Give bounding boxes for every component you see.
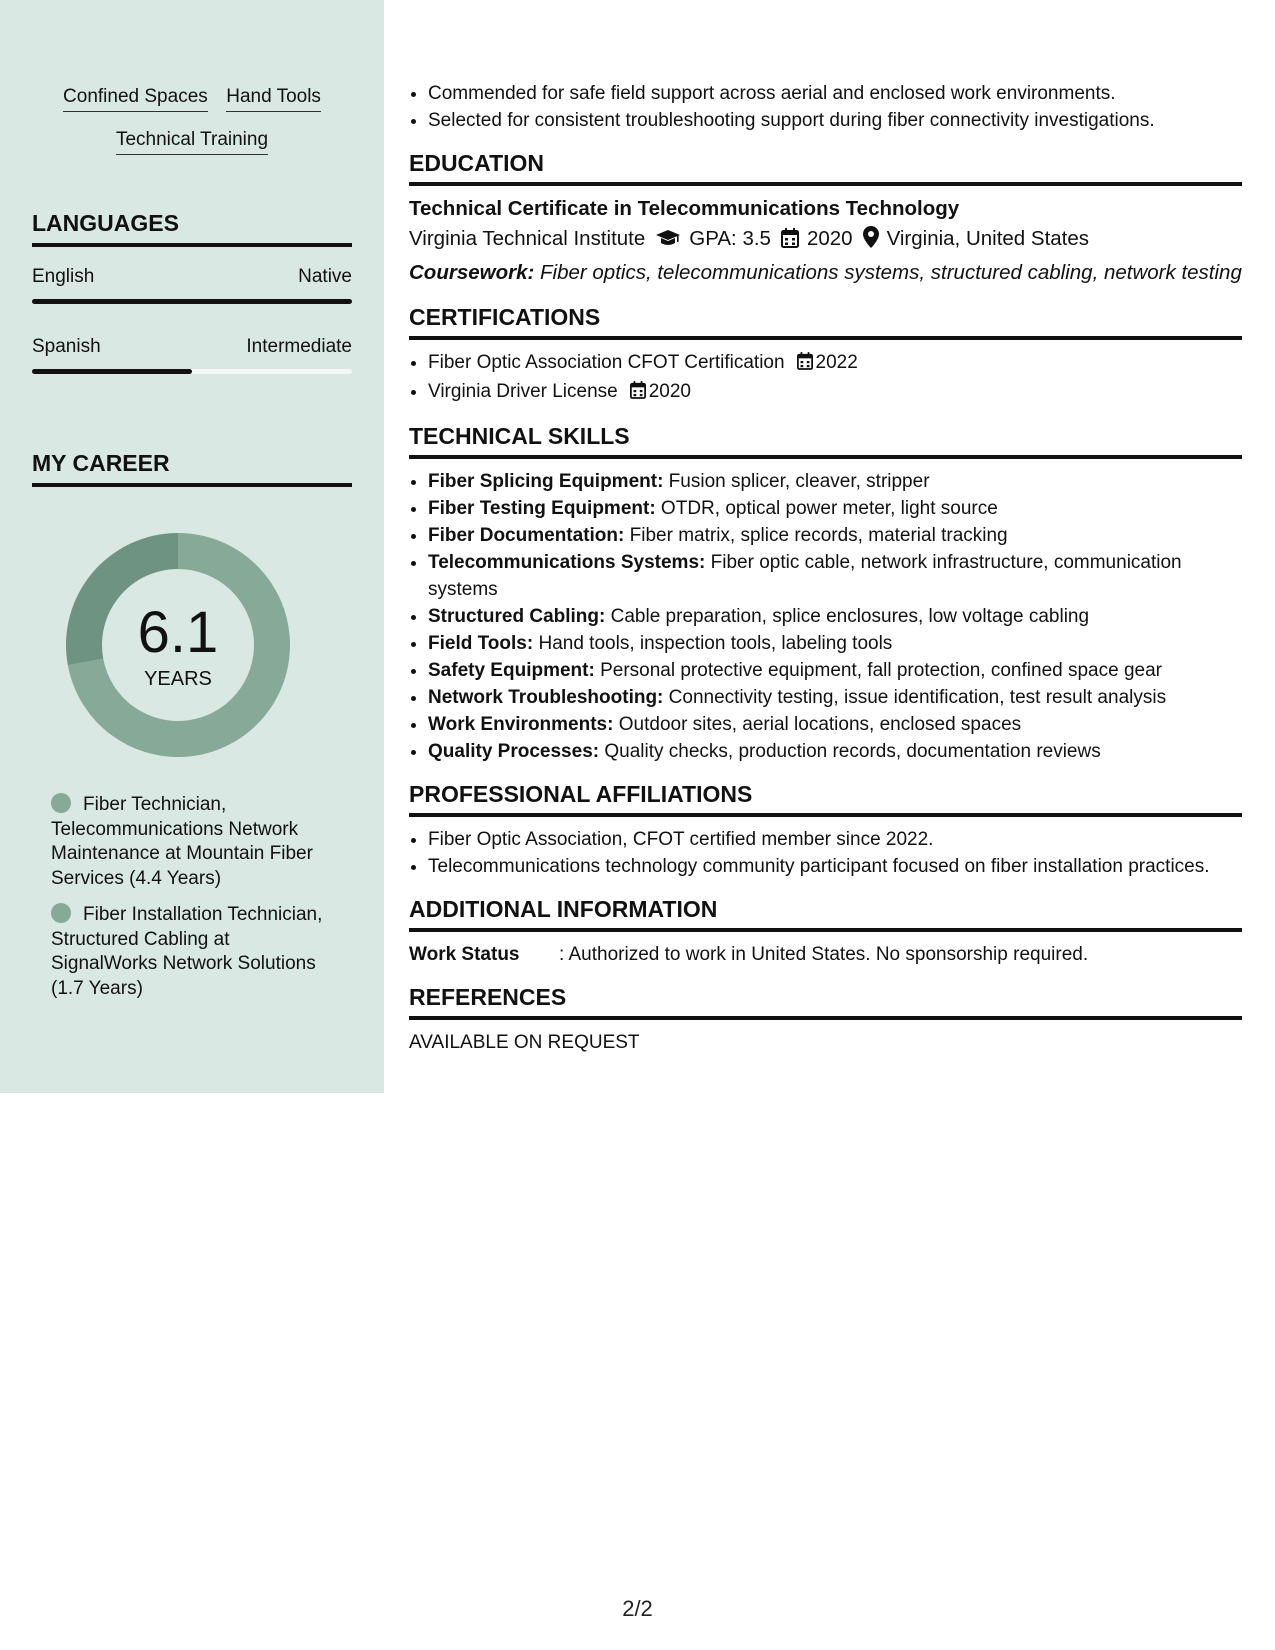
work-status-row — [409, 941, 1242, 968]
calendar-icon — [630, 380, 646, 407]
coursework — [409, 257, 1242, 288]
skill-value: Quality checks, production records, documentation reviews — [599, 741, 1101, 762]
skill-label: Field Tools: — [428, 633, 534, 654]
skill-label: Work Environments: — [428, 714, 614, 735]
education-section — [409, 150, 1242, 288]
skill-value: Fiber optic cable, network infrastructure, communication systems — [428, 552, 1182, 600]
list-item — [428, 684, 1242, 711]
career-item — [51, 793, 341, 891]
degree-title: Technical Certificate in Telecommunications Technology — [409, 197, 960, 220]
skill-label: Fiber Documentation: — [428, 525, 625, 546]
certification-year: 2020 — [648, 381, 692, 402]
tag-row — [0, 86, 384, 112]
certifications-section — [409, 304, 1242, 407]
section-heading: PROFESSIONAL AFFILIATIONS — [409, 781, 1242, 817]
skill-value: Hand tools, inspection tools, labeling tools — [533, 633, 893, 654]
list-item — [428, 468, 1242, 495]
career-total-unit: YEARS — [144, 668, 212, 690]
skill-label: Network Troubleshooting: — [428, 687, 664, 708]
section-heading: EDUCATION — [409, 150, 1242, 186]
language-level: Intermediate — [246, 336, 352, 357]
skill-value: Fusion splicer, cleaver, stripper — [663, 471, 930, 492]
list-item: • Commended for safe field support across aerial and enclosed work environments. — [428, 80, 1242, 107]
list-item: • Selected for consistent troubleshooting support during fiber connectivity investigations. — [428, 107, 1242, 134]
career-item-text: Fiber Installation Technician, Structured Cabling at SignalWorks Network Solutions (1.7 Years) — [51, 904, 323, 999]
skill-value: Cable preparation, splice enclosures, low voltage cabling — [605, 606, 1090, 627]
skill-tag: Hand Tools — [226, 86, 321, 112]
skill-label: Safety Equipment: — [428, 660, 595, 681]
languages-heading: LANGUAGES — [32, 210, 352, 247]
career-total-value: 6.1 — [137, 600, 219, 665]
career-donut-chart — [63, 530, 293, 760]
skills-list — [409, 468, 1242, 765]
certification-year: 2022 — [815, 352, 858, 373]
intro-bullets — [409, 80, 1242, 134]
school-location: Virginia, United States — [886, 227, 1090, 250]
calendar-icon — [797, 351, 813, 378]
list-item — [428, 378, 1242, 407]
skill-tag: Confined Spaces — [63, 86, 208, 112]
skill-label: Telecommunications Systems: — [428, 552, 706, 573]
skill-value: Outdoor sites, aerial locations, enclosed spaces — [613, 714, 1022, 735]
career-list — [51, 793, 341, 1013]
list-item — [428, 522, 1242, 549]
sidebar — [0, 0, 384, 1093]
list-item — [428, 349, 1242, 378]
language-name: Spanish — [32, 336, 101, 357]
affiliations-section — [409, 781, 1242, 880]
list-item — [428, 603, 1242, 630]
location-pin-icon — [863, 226, 879, 257]
skill-label: Fiber Splicing Equipment: — [428, 471, 664, 492]
section-heading: TECHNICAL SKILLS — [409, 423, 1242, 459]
gpa: GPA: 3.5 — [689, 227, 771, 250]
list-item — [428, 738, 1242, 765]
skill-tags — [0, 86, 384, 172]
affiliations-list — [409, 826, 1242, 880]
skill-label: Quality Processes: — [428, 741, 600, 762]
language-bar — [32, 369, 352, 374]
work-status-label: Work Status — [409, 944, 520, 965]
career-dot-icon — [51, 793, 71, 813]
school-name: Virginia Technical Institute — [409, 227, 646, 250]
skill-value: OTDR, optical power meter, light source — [655, 498, 998, 519]
skill-value: Connectivity testing, issue identification, test result analysis — [663, 687, 1167, 708]
skill-label: Structured Cabling: — [428, 606, 606, 627]
tag-row — [0, 129, 384, 155]
section-heading: CERTIFICATIONS — [409, 304, 1242, 340]
education-details — [409, 223, 1242, 257]
career-item — [51, 903, 341, 1001]
skill-value: Personal protective equipment, fall protection, confined space gear — [594, 660, 1162, 681]
graduation-cap-icon — [655, 226, 681, 257]
language-bar-fill — [32, 299, 352, 304]
section-heading: ADDITIONAL INFORMATION — [409, 896, 1242, 932]
list-item — [428, 630, 1242, 657]
coursework-text: Fiber optics, telecommunications systems, structured cabling, network testing — [534, 261, 1242, 284]
list-item — [428, 549, 1242, 603]
list-item — [428, 711, 1242, 738]
language-level: Native — [298, 266, 352, 287]
skill-label: Fiber Testing Equipment: — [428, 498, 656, 519]
references-section — [409, 984, 1242, 1056]
additional-info-section — [409, 896, 1242, 968]
skill-value: Fiber matrix, splice records, material tracking — [624, 525, 1008, 546]
certification-name: Fiber Optic Association CFOT Certification — [428, 352, 785, 373]
coursework-label: Coursework: — [409, 261, 535, 284]
list-item: • Fiber Optic Association, CFOT certified member since 2022. — [428, 826, 1242, 853]
section-heading: REFERENCES — [409, 984, 1242, 1020]
calendar-icon — [781, 226, 799, 257]
career-item-text: Fiber Technician, Telecommunications Network Maintenance at Mountain Fiber Services (4.4 Years) — [51, 794, 313, 889]
certification-name: Virginia Driver License — [428, 381, 618, 402]
references-text: AVAILABLE ON REQUEST — [409, 1032, 640, 1053]
language-bar — [32, 299, 352, 304]
skill-tag: Technical Training — [116, 129, 268, 155]
career-heading: MY CAREER — [32, 450, 352, 487]
page-number: 2/2 — [622, 1596, 653, 1621]
language-bar-fill — [32, 369, 192, 374]
work-status-value: : Authorized to work in United States. No sponsorship required. — [559, 944, 1089, 965]
career-dot-icon — [51, 903, 71, 923]
language-name: English — [32, 266, 95, 287]
graduation-year: 2020 — [806, 227, 853, 250]
list-item — [428, 495, 1242, 522]
main-content — [409, 80, 1242, 1056]
list-item — [428, 657, 1242, 684]
technical-skills-section — [409, 423, 1242, 765]
certifications-list — [409, 349, 1242, 407]
list-item: • Telecommunications technology community participant focused on fiber installation practices. — [428, 853, 1242, 880]
